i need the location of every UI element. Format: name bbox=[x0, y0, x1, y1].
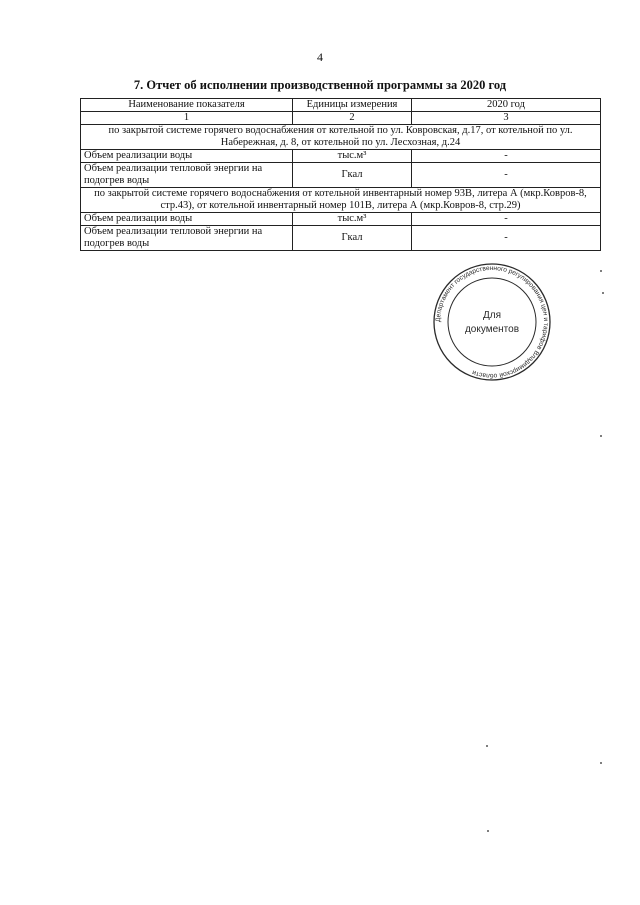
table-row bbox=[81, 226, 601, 251]
scan-speck bbox=[487, 830, 489, 832]
official-stamp bbox=[425, 262, 559, 382]
row-unit: Гкал bbox=[293, 226, 412, 251]
scan-speck bbox=[600, 270, 602, 272]
scan-speck bbox=[602, 292, 604, 294]
index-cell: 1 bbox=[81, 112, 293, 125]
section-heading: по закрытой системе горячего водоснабжения от котельной инвентарный номер 93В, литера А (мкр.Ковров-8, стр.43), от котельной инвентарный номер 101В, литера А (мкр.Ковров-8, стр.29) bbox=[81, 188, 601, 213]
row-value: - bbox=[412, 226, 601, 251]
row-value: - bbox=[412, 163, 601, 188]
section-heading-row bbox=[81, 188, 601, 213]
row-name: Объем реализации воды bbox=[81, 213, 293, 226]
table-index-row bbox=[81, 112, 601, 125]
section-heading-row bbox=[81, 125, 601, 150]
row-name: Объем реализации воды bbox=[81, 150, 293, 163]
index-cell: 3 bbox=[412, 112, 601, 125]
row-name: Объем реализации тепловой энергии на подогрев воды bbox=[81, 163, 293, 188]
table-row bbox=[81, 163, 601, 188]
scan-speck bbox=[600, 762, 602, 764]
section-heading: по закрытой системе горячего водоснабжения от котельной по ул. Ковровская, д.17, от котельной по ул. Набережная, д. 8, от котельной по ул. Лесхозная, д.24 bbox=[81, 125, 601, 150]
row-value: - bbox=[412, 213, 601, 226]
header-unit: Единицы измерения bbox=[293, 99, 412, 112]
stamp-center-line2: документов bbox=[464, 324, 520, 335]
stamp-inner-ring bbox=[448, 278, 536, 366]
table-row bbox=[81, 150, 601, 163]
index-cell: 2 bbox=[293, 112, 412, 125]
table-row bbox=[81, 213, 601, 226]
page-title: 7. Отчет об исполнении производственной программы за 2020 год bbox=[133, 78, 507, 92]
page-number: 4 bbox=[317, 50, 323, 64]
row-value: - bbox=[412, 150, 601, 163]
scan-speck bbox=[486, 745, 488, 747]
scan-speck bbox=[600, 435, 602, 437]
row-name: Объем реализации тепловой энергии на подогрев воды bbox=[81, 226, 293, 251]
header-indicator: Наименование показателя bbox=[81, 99, 293, 112]
row-unit: тыс.м³ bbox=[293, 150, 412, 163]
stamp-seal-icon bbox=[425, 262, 559, 382]
report-table bbox=[80, 98, 601, 251]
stamp-outer-ring bbox=[434, 264, 550, 380]
table-header-row bbox=[81, 99, 601, 112]
stamp-ring-text: Департамент государственного регулирования цен и тарифов Владимирской области bbox=[434, 264, 550, 380]
row-unit: тыс.м³ bbox=[293, 213, 412, 226]
stamp-center-line1: Для bbox=[482, 310, 502, 321]
row-unit: Гкал bbox=[293, 163, 412, 188]
header-year: 2020 год bbox=[412, 99, 601, 112]
